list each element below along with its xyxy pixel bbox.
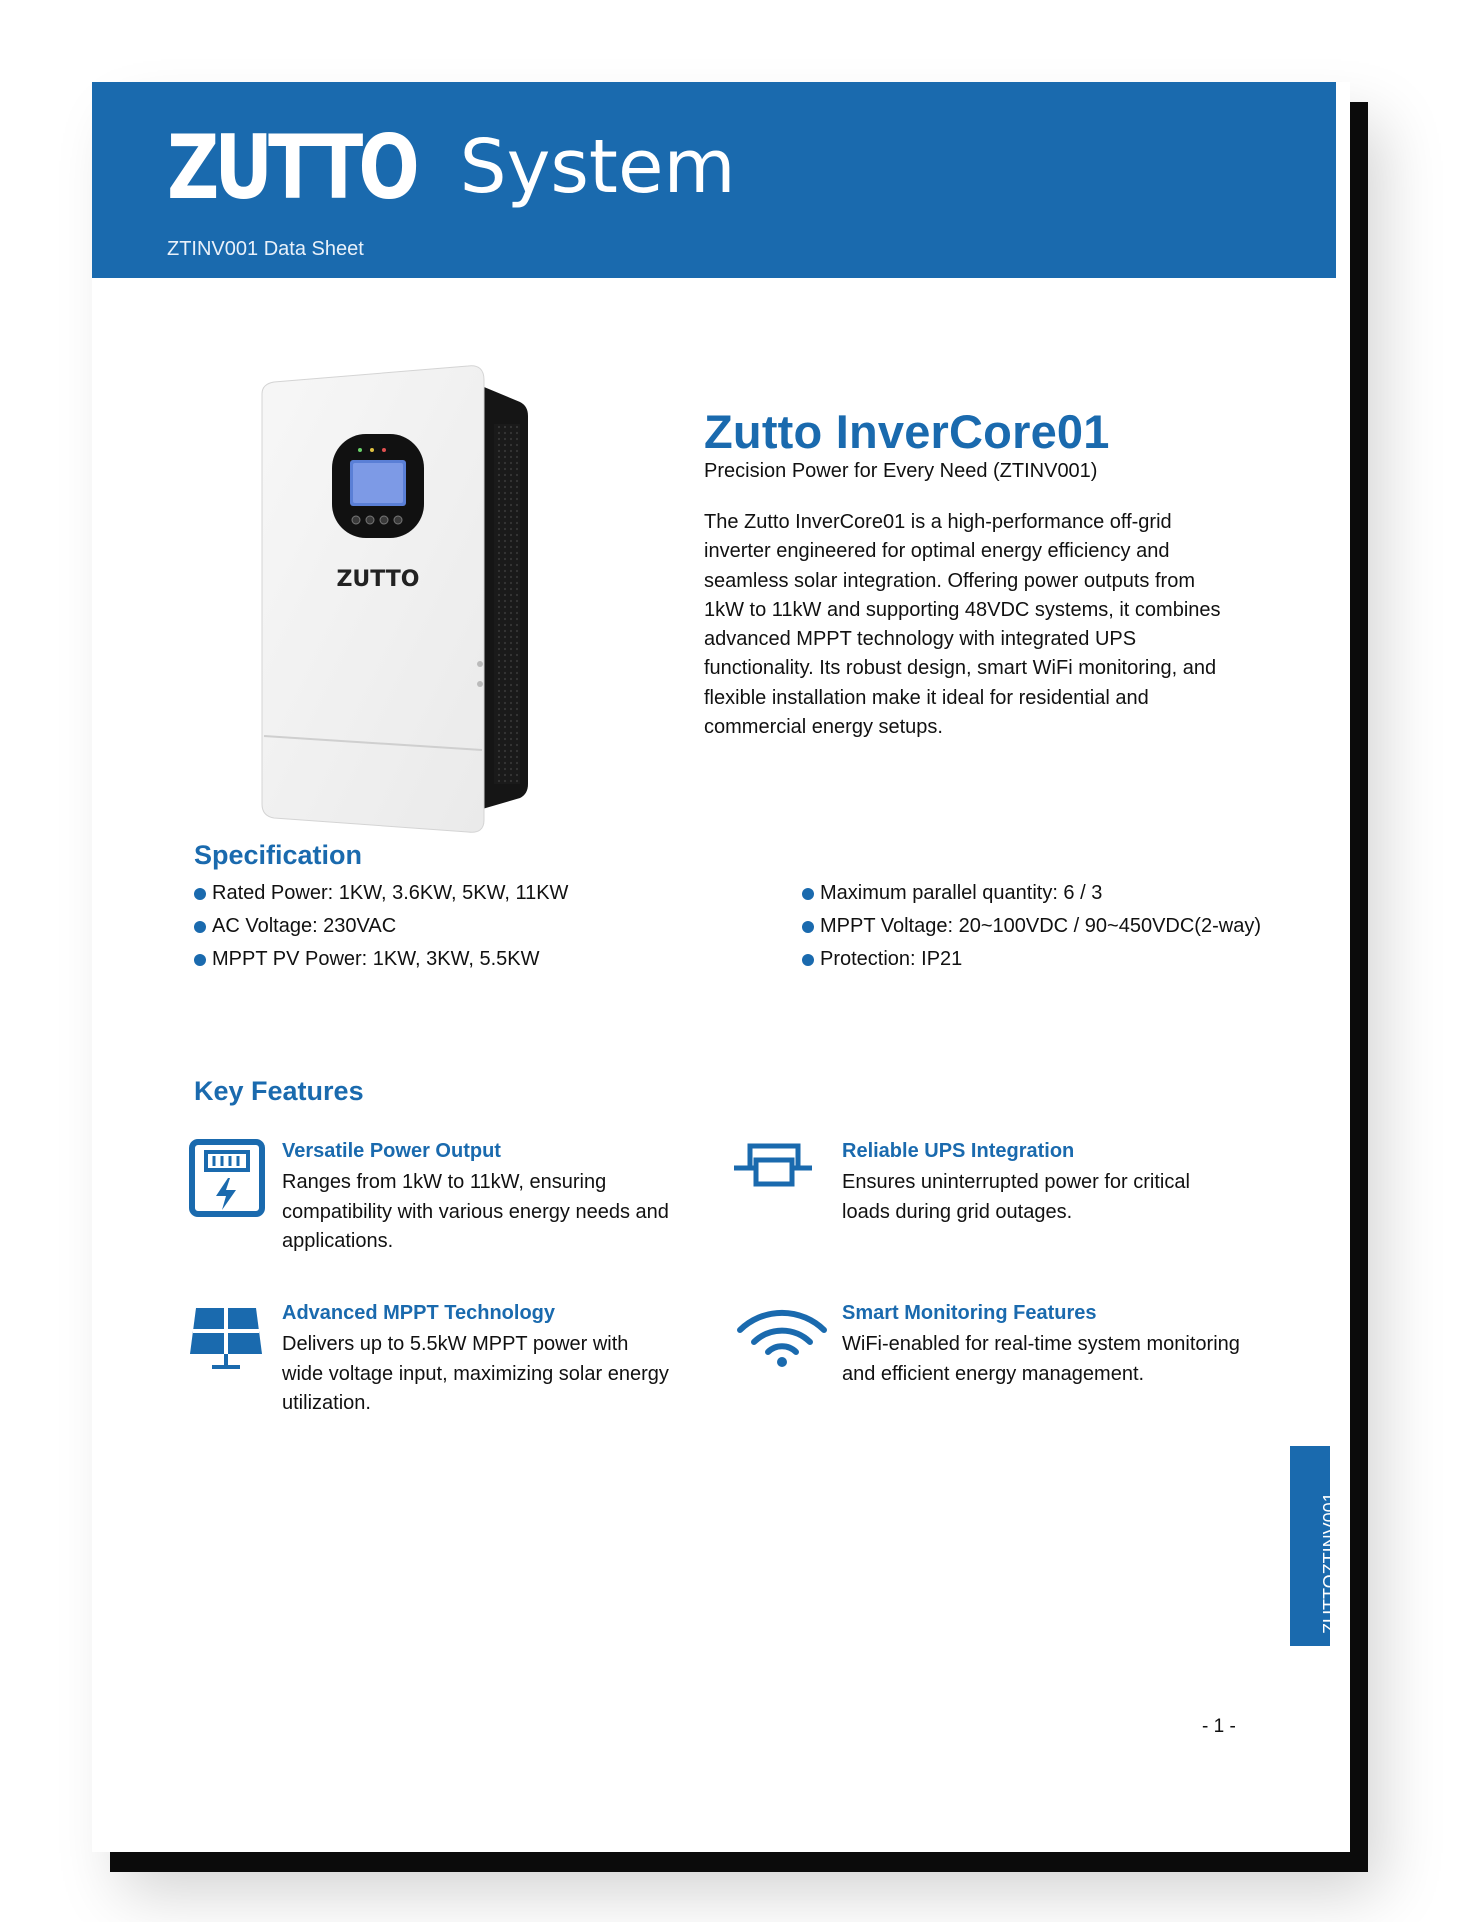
feature-description: WiFi-enabled for real-time system monitoring and efficient energy management. bbox=[842, 1333, 1240, 1385]
spec-list-right bbox=[800, 877, 1261, 976]
battery-bolt-icon bbox=[188, 1138, 266, 1218]
spec-item: AC Voltage: 230VAC bbox=[192, 910, 568, 943]
spec-item: Maximum parallel quantity: 6 / 3 bbox=[800, 877, 1261, 910]
inverter-product-image bbox=[232, 364, 542, 834]
product-description: The Zutto InverCore01 is a high-performance off-grid inverter engineered for optimal energy efficiency and seamless solar integration. Offering power outputs from 1kW to 11kW and supporting 48VDC systems, it combines advanced MPPT technology with integrated UPS functionality. Its robust design, smart WiFi monitoring, and flexible installation make it ideal for residential and commercial energy setups. bbox=[704, 511, 1221, 739]
bullet-dot-icon bbox=[802, 888, 814, 900]
product-subtitle: Precision Power for Every Need (ZTINV001) bbox=[704, 460, 1098, 482]
feature-title: Reliable UPS Integration bbox=[842, 1140, 1075, 1162]
side-tab bbox=[1290, 1446, 1340, 1646]
feature-ups-integration bbox=[732, 1138, 1252, 1238]
solar-panel-icon bbox=[186, 1304, 266, 1376]
wifi-icon bbox=[734, 1302, 830, 1368]
page-number: - 1 - bbox=[1202, 1716, 1236, 1737]
spec-item: Protection: IP21 bbox=[800, 943, 1261, 976]
feature-description: Ensures uninterrupted power for critical loads during grid outages. bbox=[842, 1171, 1190, 1223]
bullet-dot-icon bbox=[194, 921, 206, 933]
spec-item: MPPT Voltage: 20~100VDC / 90~450VDC(2-way) bbox=[800, 910, 1261, 943]
spec-item: MPPT PV Power: 1KW, 3KW, 5.5KW bbox=[192, 943, 568, 976]
brand-system-text: System bbox=[459, 124, 736, 210]
side-tab-brand: ZUTTO bbox=[1320, 1574, 1340, 1634]
bullet-dot-icon bbox=[802, 954, 814, 966]
datasheet-page bbox=[92, 82, 1340, 1838]
feature-description: Delivers up to 5.5kW MPPT power with wide voltage input, maximizing solar energy utilization. bbox=[282, 1333, 669, 1414]
feature-versatile-power bbox=[188, 1138, 668, 1258]
side-tab-label bbox=[1320, 1492, 1341, 1634]
brand-title bbox=[167, 116, 736, 219]
header-banner bbox=[92, 82, 1336, 278]
product-title: Zutto InverCore01 bbox=[704, 405, 1110, 458]
side-tab-code: ZTINV001 bbox=[1320, 1492, 1340, 1575]
bullet-dot-icon bbox=[194, 954, 206, 966]
spec-list-left bbox=[192, 877, 568, 976]
key-features-heading: Key Features bbox=[194, 1076, 364, 1106]
ups-icon bbox=[732, 1140, 814, 1190]
bullet-dot-icon bbox=[802, 921, 814, 933]
feature-description: Ranges from 1kW to 11kW, ensuring compatibility with various energy needs and applications. bbox=[282, 1171, 669, 1252]
feature-title: Versatile Power Output bbox=[282, 1140, 501, 1162]
spec-item: Rated Power: 1KW, 3.6KW, 5KW, 11KW bbox=[192, 877, 568, 910]
feature-title: Advanced MPPT Technology bbox=[282, 1302, 555, 1324]
feature-title: Smart Monitoring Features bbox=[842, 1302, 1097, 1324]
datasheet-subtitle: ZTINV001 Data Sheet bbox=[167, 238, 364, 260]
brand-logo-text: ZUTTO bbox=[167, 116, 415, 219]
specification-heading: Specification bbox=[194, 840, 363, 870]
device-logo: ZUTTO bbox=[336, 567, 420, 592]
feature-smart-monitoring bbox=[734, 1300, 1254, 1400]
bullet-dot-icon bbox=[194, 888, 206, 900]
feature-mppt-technology bbox=[186, 1300, 669, 1420]
